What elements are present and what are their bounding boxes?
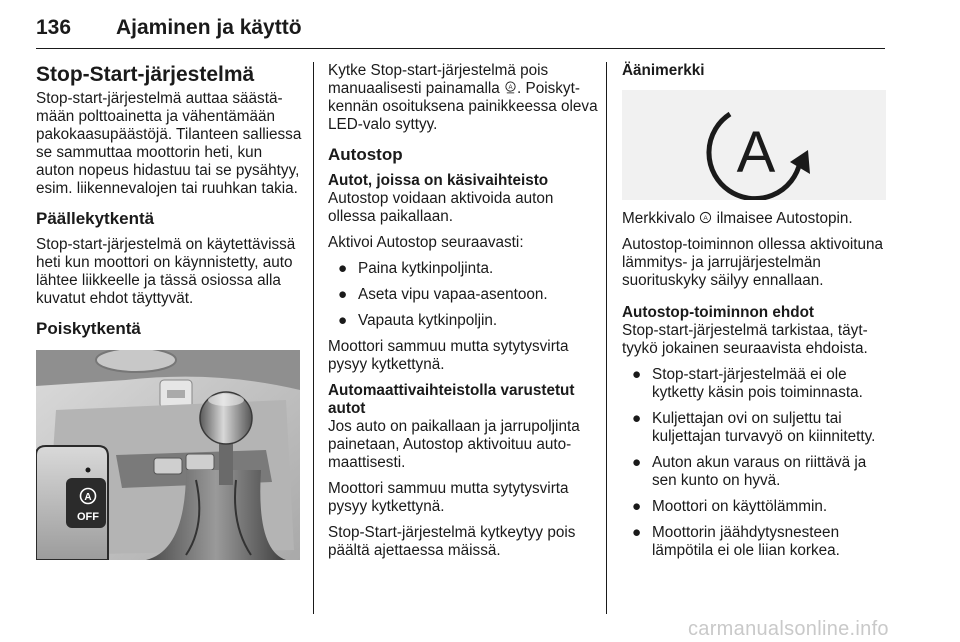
deactivation-paragraph: [328, 62, 598, 134]
intro-paragraph: Stop-start-järjestelmä auttaa säästämään polttoainetta ja vähentämään pakokaasupäästöjä. Tilanteen salliessa se sammuttaa moottorin heti, kun auton nopeus hidastuu tai se pysähtyy, esim. liikennevalojen tai ruuhkan takia.: [36, 90, 302, 197]
chapter-title: Ajaminen ja käyttö: [116, 16, 302, 39]
list-item: ● Paina kytkinpoljinta.: [338, 260, 494, 277]
watermark: carmanualsonline.info: [688, 618, 889, 640]
column-divider-2: [606, 62, 607, 614]
indicator-text-end: ilmaisee Autostopin.: [716, 210, 853, 227]
off-button-label: OFF: [77, 511, 99, 523]
column-3: [622, 62, 892, 568]
svg-text:A: A: [84, 492, 92, 503]
svg-text:A: A: [703, 214, 709, 222]
section-title: Stop-Start-järjestelmä: [36, 63, 255, 86]
manual-paragraph: Autostop voidaan aktivoida auton ollessa paikallaan.: [328, 190, 554, 225]
engine-off-paragraph-2: Moottori sammuu mutta sytytysvirta pysyy kytkettynä.: [328, 480, 569, 515]
list-item: ● Stop-start-järjestelmää ei ole kytketty käsin pois toiminnasta.: [632, 366, 863, 401]
conditions-intro: Stop-start-järjestelmä tarkistaa, täyttyykö jokainen seuraavista ehdoista.: [622, 322, 868, 357]
page-number: 136: [36, 16, 72, 39]
bullet-icon: ●: [632, 454, 642, 471]
bullet-icon: ●: [632, 498, 642, 515]
deactivation-text-end: . Poiskytkennän osoituksena painikkeessa oleva LED-valo syttyy.: [328, 80, 598, 133]
list-item: ● Kuljettajan ovi on suljettu tai kuljettajan turvavyö on kiinnitetty.: [632, 410, 876, 445]
list-item: ● Moottori on käyttölämmin.: [632, 498, 828, 515]
gear-shift-photo: [36, 350, 300, 560]
heading-indicator: Äänimerkki: [622, 62, 705, 79]
heading-manual-transmission: Autot, joissa on käsivaihteisto: [328, 172, 549, 189]
conditions-list: [622, 366, 892, 560]
bullet-icon: ●: [338, 312, 348, 329]
svg-text:A: A: [508, 84, 513, 91]
heading-deactivation: Poiskytkentä: [36, 319, 141, 338]
heading-conditions: Autostop-toiminnon ehdot: [622, 304, 815, 321]
autostop-lamp-icon: [699, 211, 712, 224]
activation-steps: [328, 260, 598, 330]
column-divider-1: [313, 62, 314, 614]
heading-autostop: Autostop: [328, 145, 403, 164]
column-1: [36, 62, 304, 560]
bullet-icon: ●: [632, 410, 642, 427]
heading-activation: Päällekytkentä: [36, 209, 155, 228]
heading-automatic-transmission: Automaattivaihteistolla varustetut autot: [328, 382, 575, 417]
bullet-icon: ●: [632, 366, 642, 383]
bullet-icon: ●: [632, 524, 642, 541]
bullet-icon: ●: [338, 260, 348, 277]
list-item: ● Auton akun varaus on riittävä ja sen kunto on hyvä.: [632, 454, 867, 489]
list-item: ● Vapauta kytkinpoljin.: [338, 312, 498, 329]
header-rule: [36, 48, 885, 49]
activation-paragraph: Stop-start-järjestelmä on käytettävissä heti kun moottori on käynnistetty, auto lähtee liikkeelle ja tässä osiossa alla kuvatut ehdot täyttyvät.: [36, 236, 296, 307]
gear-shift-illustration: [36, 350, 300, 560]
autostop-button-icon: [504, 81, 517, 94]
indicator-panel: [622, 90, 886, 200]
indicator-paragraph: [622, 210, 892, 228]
column-2: [328, 62, 598, 568]
deactivation-text-start: Kytke Stop-start-järjestelmä pois manuaalisesti painamalla: [328, 62, 549, 97]
hill-paragraph: Stop-Start-järjestelmä kytkeytyy pois päältä ajettaessa mäissä.: [328, 524, 576, 559]
list-item: ● Aseta vipu vapaa-asentoon.: [338, 286, 548, 303]
indicator-text-start: Merkkivalo: [622, 210, 696, 227]
page-header: [36, 6, 885, 44]
bullet-icon: ●: [338, 286, 348, 303]
autostop-indicator-icon: [622, 90, 886, 200]
activate-intro: Aktivoi Autostop seuraavasti:: [328, 234, 524, 251]
indicator-letter: A: [736, 120, 776, 185]
list-item: ● Moottorin jäähdytysnesteen lämpötila ei ole liian korkea.: [632, 524, 840, 559]
comfort-paragraph: Autostop-toiminnon ollessa aktivoituna lämmitys- ja jarrujärjestelmän suorituskyky säilyy ennallaan.: [622, 236, 884, 289]
engine-off-paragraph-1: Moottori sammuu mutta sytytysvirta pysyy kytkettynä.: [328, 338, 569, 373]
automatic-paragraph: Jos auto on paikallaan ja jarrupoljinta painetaan, Autostop aktivoituu automaattisesti.: [328, 418, 580, 471]
